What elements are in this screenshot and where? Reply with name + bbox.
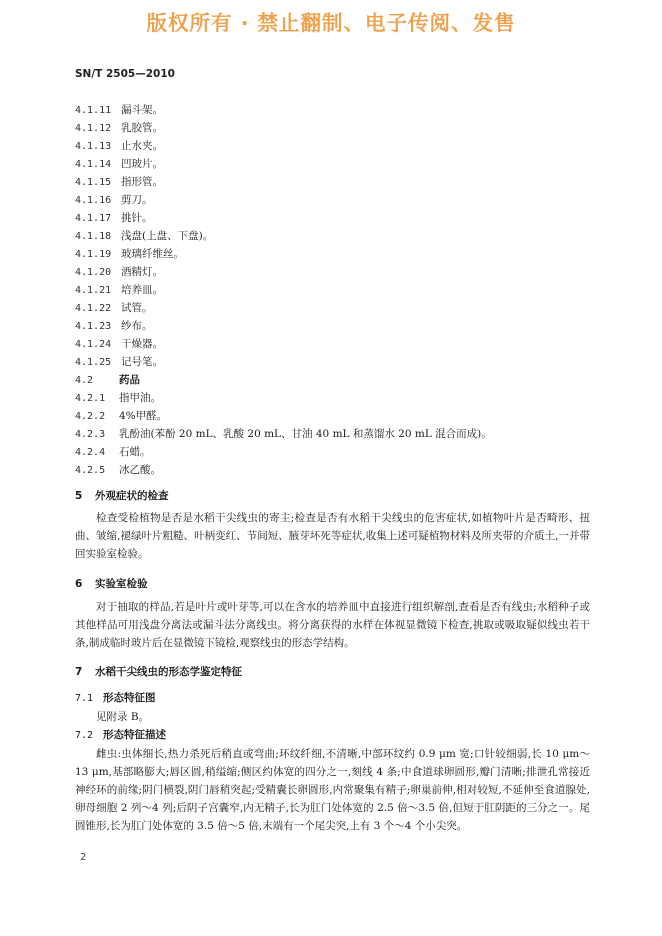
item-number: 4.1.25 <box>75 357 112 368</box>
list-item <box>75 461 615 479</box>
item-number: 4.1.23 <box>75 321 112 332</box>
item-text: 挑针。 <box>121 212 153 224</box>
item-number: 4.2.5 <box>75 465 106 476</box>
item-text: 乳胶管。 <box>121 122 163 134</box>
standard-code: SN/T 2505—2010 <box>75 68 175 80</box>
section-6-body: 对于抽取的样品,若是叶片或叶芽等,可以在含水的培养皿中直接进行组织解剖,查看是否有线虫;水稻种子或其他样品可用浅盘分离法或漏斗法分离线虫。将分离获得的水样在体视显微镜下检查,挑取或吸取疑似线虫若干条,制成临时玻片后在显微镜下镜检,观察线虫的形态学结构。 <box>75 601 590 649</box>
item-number: 4.1.17 <box>75 213 112 224</box>
list-item <box>75 389 615 407</box>
list-item <box>75 209 615 227</box>
item-text: 乳酚油(苯酚 20 mL、乳酸 20 mL、甘油 40 mL 和蒸馏水 20 mL 混合而成)。 <box>119 428 492 440</box>
list-item <box>75 299 615 317</box>
section-title: 药品 <box>119 374 140 386</box>
list-item <box>75 101 615 119</box>
item-text: 止水夹。 <box>121 140 163 152</box>
item-text: 纱布。 <box>121 320 153 332</box>
list-item <box>75 443 615 461</box>
item-number: 4.1.24 <box>75 339 112 350</box>
item-number: 4.1.18 <box>75 231 112 242</box>
item-number: 4.1.15 <box>75 177 112 188</box>
item-text: 培养皿。 <box>121 284 163 296</box>
section-7-1-body: 见附录 B。 <box>96 711 150 723</box>
item-number: 4.1.20 <box>75 267 112 278</box>
item-text: 浅盘(上盘、下盘)。 <box>121 230 214 242</box>
section-7-2-heading: 7.2 形态特征描述 <box>75 729 166 741</box>
item-text: 干燥器。 <box>121 338 163 350</box>
item-number: 4.2.3 <box>75 429 106 440</box>
list-item <box>75 335 615 353</box>
item-text: 凹玻片。 <box>121 158 163 170</box>
item-number: 4.1.22 <box>75 303 112 314</box>
item-text: 指形管。 <box>121 176 163 188</box>
list-item <box>75 119 615 137</box>
item-text: 4%甲醛。 <box>119 410 168 422</box>
item-number: 4.2 <box>75 375 94 386</box>
item-number: 4.1.21 <box>75 285 112 296</box>
item-text: 试管。 <box>121 302 153 314</box>
copyright-watermark: 版权所有 · 禁止翻制、电子传阅、发售 <box>146 11 516 35</box>
item-number: 4.1.11 <box>75 105 112 116</box>
item-text: 玻璃纤维丝。 <box>121 248 184 260</box>
section-5-body: 检查受检植物是否是水稻干尖线虫的寄主;检查是否有水稻干尖线虫的危害症状,如植物叶片是否畸形、扭曲、皱缩,褪绿叶片粗糙、叶柄变红、节间短、腋芽坏死等症状,收集上述可疑植物材料及所夹带的介质土,一并带回实验室检验。 <box>75 512 590 560</box>
item-number: 4.1.16 <box>75 195 112 206</box>
item-number: 4.1.19 <box>75 249 112 260</box>
page-number: 2 <box>80 852 87 863</box>
item-text: 冰乙酸。 <box>119 464 161 476</box>
section-7-1-heading: 7.1 形态特征图 <box>75 692 156 704</box>
equipment-list <box>75 101 615 479</box>
item-number: 4.2.4 <box>75 447 106 458</box>
item-number: 4.1.14 <box>75 159 112 170</box>
item-number: 4.1.12 <box>75 123 112 134</box>
list-item <box>75 137 615 155</box>
item-text: 漏斗架。 <box>121 104 163 116</box>
list-item <box>75 227 615 245</box>
item-number: 4.1.13 <box>75 141 112 152</box>
section-7-2-body: 雌虫:虫体细长,热力杀死后稍直或弯曲;环纹纤细,不清晰,中部环纹约 0.9 μm 宽;口针较细弱,长 10 μm～13 μm,基部略膨大;唇区圆,稍缢缩;侧区约体宽的四分之一,刻线 4 条;中食道球卵圆形,瓣门清晰;排泄孔常接近神经环的前缘;阴门横裂,阴门唇稍突起;受精囊长卵圆形,内常聚集有精子;卵巢前伸,相对较短,不延伸至食道腺处,卵母细胞 2 列～4 列;后阴子宫囊窄,内无精子,长为肛门处体宽的 2.5 倍～3.5 倍,但短于肛阴距的三分之一。尾圆锥形,长为肛门处体宽的 3.5 倍～5 倍,末端有一个尾尖突,上有 3 个～4 个小尖突。 <box>75 748 590 832</box>
list-item <box>75 317 615 335</box>
item-text: 剪刀。 <box>121 194 153 206</box>
list-item <box>75 407 615 425</box>
list-item <box>75 191 615 209</box>
item-number: 4.2.1 <box>75 393 106 404</box>
list-item <box>75 353 615 371</box>
section-5-heading: 5 外观症状的检查 <box>75 490 169 502</box>
item-text: 石蜡。 <box>119 446 151 458</box>
section-4-2-heading <box>75 371 615 389</box>
item-number: 4.2.2 <box>75 411 106 422</box>
list-item <box>75 245 615 263</box>
list-item <box>75 173 615 191</box>
section-6-heading: 6 实验室检验 <box>75 578 148 590</box>
list-item <box>75 263 615 281</box>
item-text: 记号笔。 <box>121 356 163 368</box>
item-text: 指甲油。 <box>119 392 161 404</box>
list-item <box>75 281 615 299</box>
section-7-heading: 7 水稻干尖线虫的形态学鉴定特征 <box>75 666 242 678</box>
item-text: 酒精灯。 <box>121 266 163 278</box>
list-item <box>75 425 615 443</box>
list-item <box>75 155 615 173</box>
